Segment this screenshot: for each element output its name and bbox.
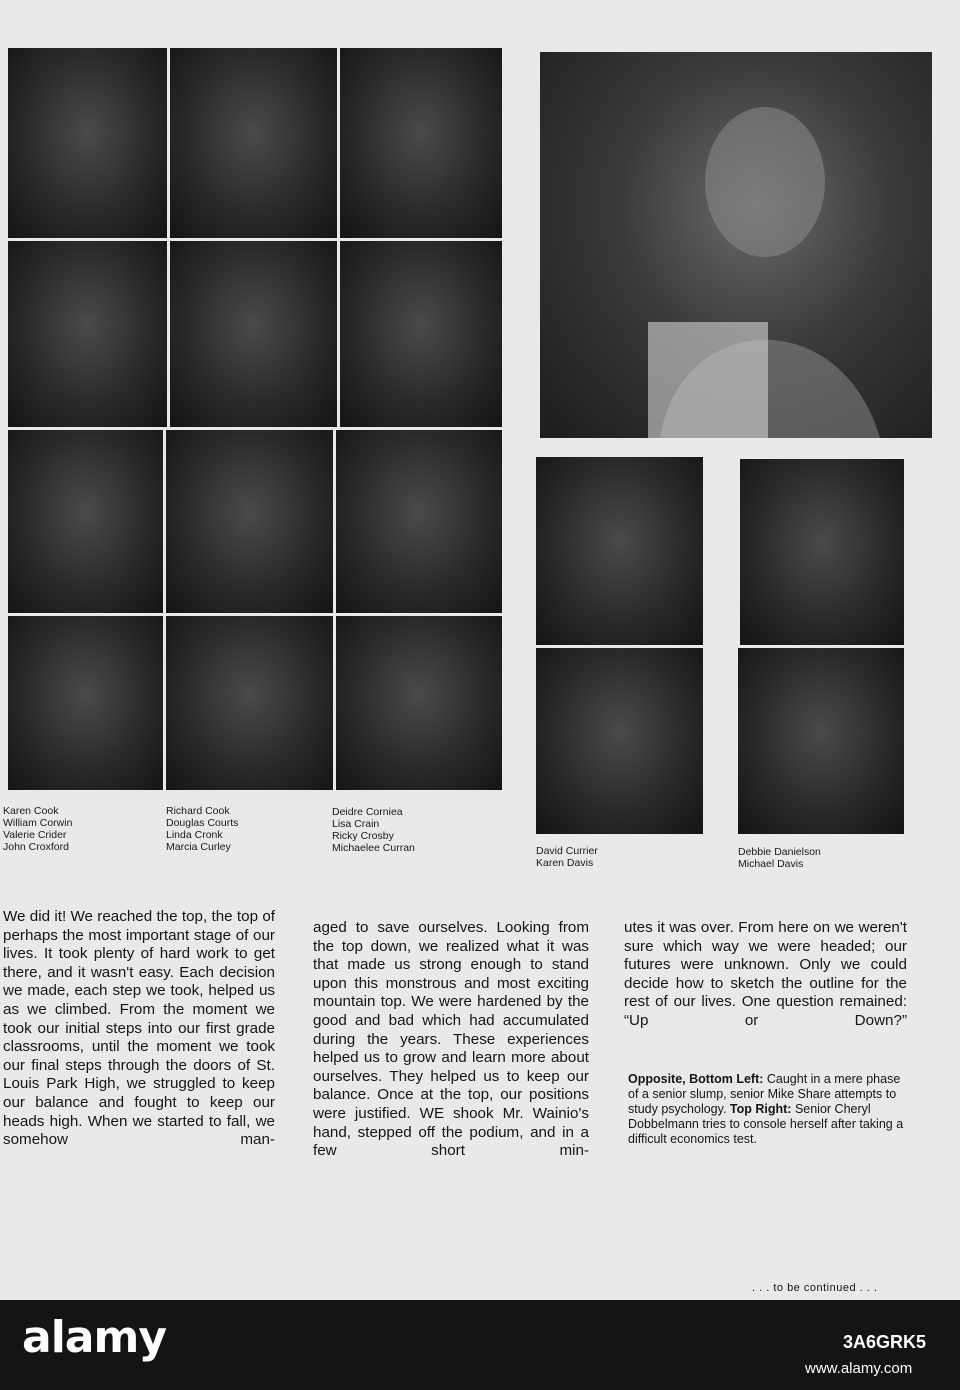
name-richard-cook: Richard Cook [166,805,230,817]
portrait-marcia-curley [166,616,333,790]
name-linda-cronk: Linda Cronk [166,829,223,841]
watermark-logo: alamy [22,1312,166,1363]
name-karen-davis: Karen Davis [536,857,594,869]
portrait-karen-davis [536,648,703,834]
portrait-michaelee-curran [336,616,502,790]
name-william-corwin: William Corwin [3,817,73,829]
body-column-1 [3,908,275,1150]
names-column-3 [332,806,415,854]
caption-text-top-right: Senior Cheryl Dobbelmann tries to console herself after taking a difficult economics test. [628,1102,904,1146]
candid-photo-cheryl-dobbelmann [540,52,932,438]
photo-caption [628,1072,906,1147]
name-debbie-danielson: Debbie Danielson [738,846,821,858]
portrait-linda-cronk [166,430,333,613]
portrait-lisa-crain [340,241,502,427]
portrait-david-currier [536,457,703,645]
name-deidre-corniea: Deidre Corniea [332,806,403,818]
name-john-croxford: John Croxford [3,841,69,853]
portrait-john-croxford [8,616,163,790]
names-column-5 [738,846,821,870]
body-column-2 [313,919,589,1161]
portrait-valerie-crider [8,430,163,613]
name-david-currier: David Currier [536,845,598,857]
portrait-william-corwin [8,241,167,427]
watermark-image-id: 3A6GRK5 [843,1332,927,1352]
name-ricky-crosby: Ricky Crosby [332,830,394,842]
portrait-michael-davis [738,648,904,834]
body-column-3 [624,919,907,1031]
caption-text-bottom-left: Caught in a mere phase of a senior slump, senior Mike Share attempts to study psychology. [628,1072,901,1116]
body-text-1: We did it! We reached the top, the top of perhaps the most important stage of our lives. It took plenty of hard work to get there, and it wasn't easy. Each decision we made, each step we took, helped us as we climbed. From the moment we took our initial steps into our first grade classrooms, until the moment we took our final steps through the doors of St. Louis Park High, we struggled to keep our balance and fought to keep our heads high. When we started to fall, we somehow man- [3,908,275,1149]
name-valerie-crider: Valerie Crider [3,829,67,841]
name-marcia-curley: Marcia Curley [166,841,231,853]
to-be-continued: . . . to be continued . . . [752,1282,878,1294]
caption-label-bottom-left: Opposite, Bottom Left: [628,1072,767,1086]
body-text-3: utes it was over. From here on we weren't sure which way we were headed; our futures were unknown. Only we could decide how to sketch the outline for the rest of our lives. One question remained: “Up or Down?” [624,919,907,1029]
portrait-richard-cook [170,48,337,238]
watermark-url: www.alamy.com [805,1360,913,1377]
names-column-4 [536,845,598,869]
portrait-douglas-courts [170,241,337,427]
name-michael-davis: Michael Davis [738,858,804,870]
name-lisa-crain: Lisa Crain [332,818,380,830]
names-column-1 [3,805,72,853]
portrait-debbie-danielson [740,459,904,645]
portrait-ricky-crosby [336,430,502,613]
candid-photo-shapes [540,52,932,438]
name-michaelee-curran: Michaelee Curran [332,842,415,854]
name-douglas-courts: Douglas Courts [166,817,239,829]
caption-label-top-right: Top Right: [729,1102,795,1116]
name-karen-cook: Karen Cook [3,805,59,817]
portrait-karen-cook [8,48,167,238]
names-column-2 [166,805,238,853]
portrait-deidre-corniea [340,48,502,238]
body-text-2: aged to save ourselves. Looking from the top down, we realized what it was that made us strong enough to stand upon this monstrous and most exciting mountain top. We were hardened by the good and bad which had accumulated during the years. These experiences helped us to grow and learn more about ourselves. They helped us to keep our balance. Once at the top, our positions were justified. WE shook Mr. Wainio's hand, stepped off the podium, and in a few short min- [313,919,589,1160]
